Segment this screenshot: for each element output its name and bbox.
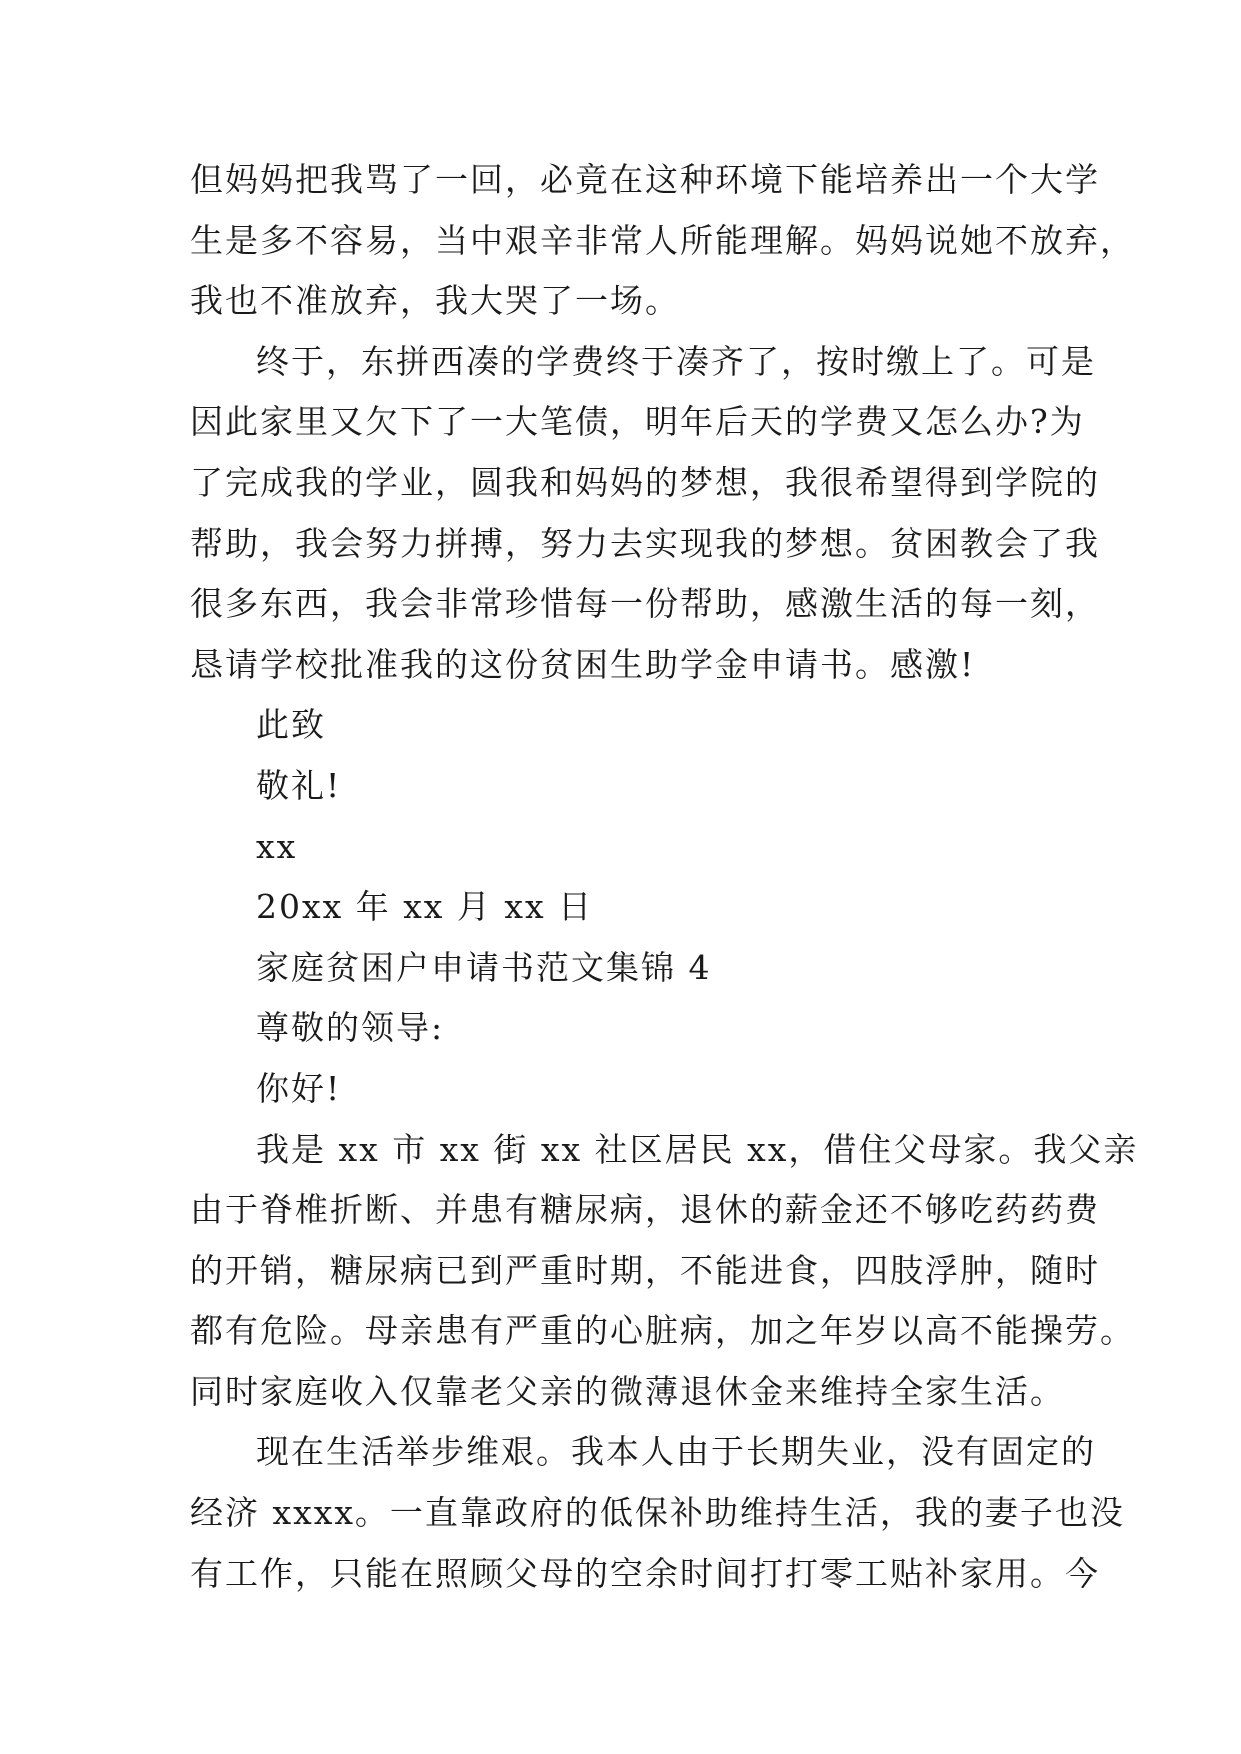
paragraph-line: 但妈妈把我骂了一回，必竟在这种环境下能培养出一个大学 (190, 160, 1100, 199)
paragraph-line: 的开销，糖尿病已到严重时期，不能进食，四肢浮肿，随时 (190, 1250, 1100, 1290)
paragraph-line: 有工作，只能在照顾父母的空余时间打打零工贴补家用。今 (190, 1553, 1100, 1593)
paragraph-line: 因此家里又欠下了一大笔债，明年后天的学费又怎么办?为 (190, 402, 1085, 442)
closing-line-1: 此致 (256, 705, 326, 745)
paragraph-line: 很多东西，我会非常珍惜每一份帮助，感激生活的每一刻， (190, 584, 1100, 624)
paragraph-line: 同时家庭收入仅靠老父亲的微薄退休金来维持全家生活。 (190, 1371, 1065, 1411)
paragraph-line: 帮助，我会努力拼搏，努力去实现我的梦想。贫困教会了我 (190, 523, 1100, 563)
paragraph-line: 都有危险。母亲患有严重的心脏病，加之年岁以高不能操劳。 (190, 1311, 1135, 1351)
paragraph-line: 恳请学校批准我的这份贫困生助学金申请书。感激! (190, 644, 976, 684)
paragraph-3 (190, 1120, 1139, 1423)
closing-line-2: 敬礼! (256, 765, 342, 805)
paragraph-line: 现在生活举步维艰。我本人由于长期失业，没有固定的 (256, 1432, 1096, 1472)
signature: xx (256, 826, 298, 866)
date: 20xx 年 xx 月 xx 日 (256, 887, 594, 927)
paragraph-4 (190, 1422, 1125, 1604)
salutation: 尊敬的领导: (256, 1008, 445, 1048)
paragraph-line: 由于脊椎折断、并患有糖尿病，退休的薪金还不够吃药药费 (190, 1190, 1100, 1230)
greeting: 你好! (256, 1068, 342, 1108)
paragraph-2 (190, 332, 1100, 696)
section-title: 家庭贫困户申请书范文集锦 4 (256, 947, 712, 987)
paragraph-line: 我是 xx 市 xx 街 xx 社区居民 xx，借住父母家。我父亲 (256, 1129, 1139, 1169)
paragraph-line: 了完成我的学业，圆我和妈妈的梦想，我很希望得到学院的 (190, 462, 1100, 502)
paragraph-1 (190, 150, 1135, 332)
document-body (190, 150, 1139, 1604)
paragraph-line: 生是多不容易，当中艰辛非常人所能理解。妈妈说她不放弃， (190, 220, 1135, 260)
paragraph-line: 终于，东拼西凑的学费终于凑齐了，按时缴上了。可是 (256, 341, 1096, 381)
paragraph-line: 我也不准放弃，我大哭了一场。 (190, 281, 680, 321)
paragraph-line: 经济 xxxx。一直靠政府的低保补助维持生活，我的妻子也没 (190, 1493, 1125, 1533)
